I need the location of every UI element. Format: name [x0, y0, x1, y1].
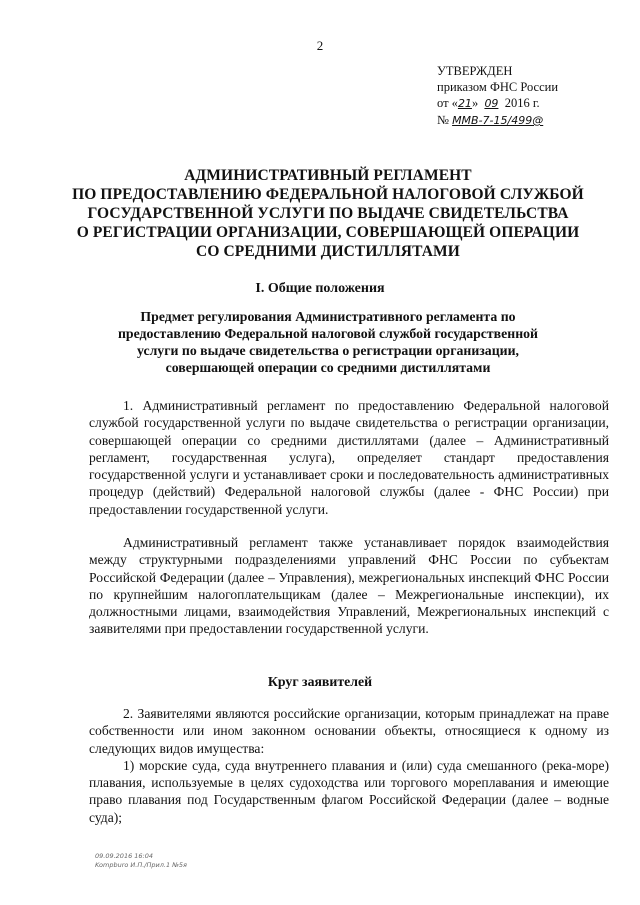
subject-line: услуги по выдаче свидетельства о регистрации организации, — [136, 343, 520, 358]
title-line: СО СРЕДНИМИ ДИСТИЛЛЯТАМИ — [196, 243, 460, 260]
paragraph-3: 2. Заявителями являются российские организации, которым принадлежат на праве собственности или ином законном основании объекты, относящиеся к одному из следующих видов имущества: — [89, 706, 609, 756]
footer-stamp — [95, 852, 295, 870]
approval-date: от «21» 09 2016 г. — [437, 96, 540, 110]
approval-month: 09 — [484, 97, 499, 110]
title-line: ГОСУДАРСТВЕННОЙ УСЛУГИ ПО ВЫДАЧЕ СВИДЕТЕЛЬСТВА — [87, 205, 569, 222]
approval-order: приказом ФНС России — [437, 80, 559, 94]
approval-stamp — [437, 63, 627, 129]
subject-line: совершающей операции со средними дистиллятами — [165, 360, 491, 375]
section-title: I. Общие положения — [255, 281, 385, 296]
approval-number-value: ММВ-7-15/499@ — [452, 114, 544, 127]
title-line: АДМИНИСТРАТИВНЫЙ РЕГЛАМЕНТ — [184, 167, 472, 184]
subject-line: предоставлению Федеральной налоговой службой государственной — [117, 326, 539, 341]
paragraph-block — [89, 534, 609, 638]
paragraph-block — [89, 705, 609, 826]
document-title — [60, 166, 596, 261]
subject-heading — [90, 308, 566, 376]
approval-label: УТВЕРЖДЕН — [437, 64, 513, 78]
footer-path: Kompburo И.П./Прил.1 №5я — [95, 861, 187, 869]
applicants-heading: Круг заявителей — [267, 674, 373, 689]
paragraph-block — [89, 397, 609, 518]
paragraph-2: Административный регламент также устанавливает порядок взаимодействия между структурными подразделениями управлений ФНС России по субъектам Российской Федерации (далее – Управления), межрегиональных инспекций ФНС России по крупнейшим налогоплательщикам (далее – Межрегиональные инспекции), их должностными лицами, взаимодействия Управлений, Межрегиональных инспекций с заявителями при предоставлении государственной услуги. — [89, 535, 609, 637]
page-number: 2 — [316, 38, 324, 53]
title-line: О РЕГИСТРАЦИИ ОРГАНИЗАЦИИ, СОВЕРШАЮЩЕЙ ОПЕРАЦИИ — [76, 224, 580, 241]
paragraph-4: 1) морские суда, суда внутреннего плавания и (или) суда смешанного (река-море) плавания, используемые в целях судоходства или торгового мореплавания и имеющие право плавания под Государственным флагом Российской Федерации (далее – водные суда); — [89, 757, 609, 825]
footer-timestamp: 09.09.2016 16:04 — [95, 852, 154, 860]
approval-number: № ММВ-7-15/499@ — [437, 113, 544, 127]
title-line: ПО ПРЕДОСТАВЛЕНИЮ ФЕДЕРАЛЬНОЙ НАЛОГОВОЙ СЛУЖБОЙ — [72, 186, 584, 203]
approval-day: 21 — [457, 97, 472, 110]
subject-line: Предмет регулирования Административного регламента по — [140, 309, 516, 324]
paragraph-1: 1. Административный регламент по предоставлению Федеральной налоговой службой государственной услуги по выдаче свидетельства о регистрации организации, совершающей операции со средними дистиллятами (далее – Административный регламент, государственная услуга), определяет стандарт предоставления государственной услуги и устанавливает сроки и последовательность административных процедур (действий) Федеральной налоговой службы (далее - ФНС России) при предоставлении государственной услуги. — [89, 398, 609, 517]
